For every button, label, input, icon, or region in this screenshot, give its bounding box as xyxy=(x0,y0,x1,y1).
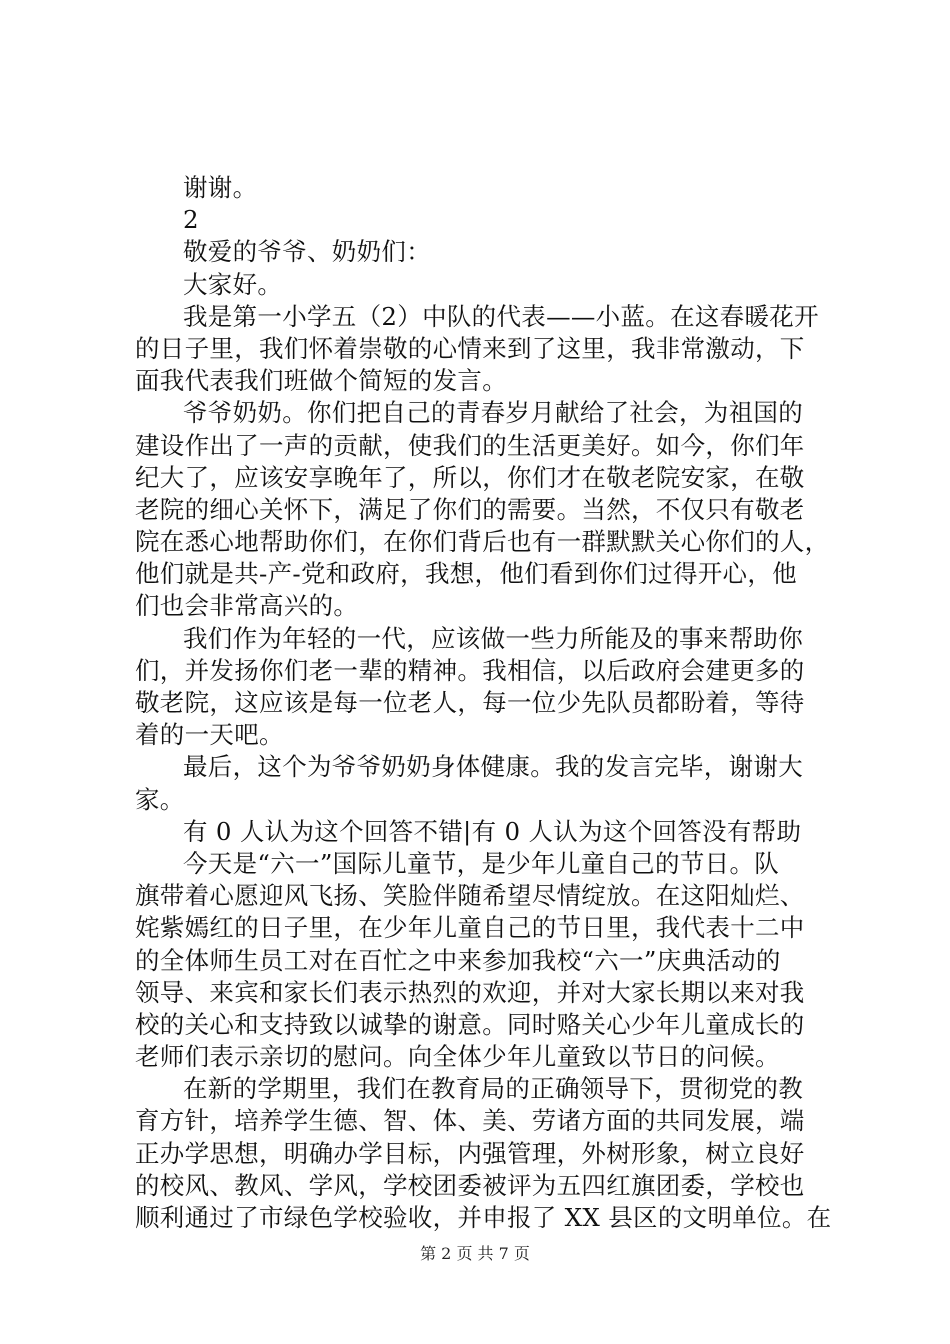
text-line: 我们作为年轻的一代，应该做一些力所能及的事来帮助你 xyxy=(183,623,803,653)
text-line: 老院的细心关怀下，满足了你们的需要。当然，不仅只有敬老 xyxy=(135,494,805,524)
text-line: 建设作出了一声的贡献，使我们的生活更美好。如今，你们年 xyxy=(135,430,805,460)
document-body xyxy=(135,172,835,1234)
text-line: 大家好。 xyxy=(183,269,283,299)
text-line: 们也会非常高兴的。 xyxy=(135,591,359,621)
text-line: 最后，这个为爷爷奶奶身体健康。我的发言完毕，谢谢大 xyxy=(183,752,803,782)
text-line: 敬老院，这应该是每一位老人，每一位少先队员都盼着，等待 xyxy=(135,688,805,717)
text-line: 正办学思想，明确办学目标，内强管理，外树形象，树立良好 xyxy=(135,1138,805,1168)
text-line: 姹紫嫣红的日子里，在少年儿童自己的节日里，我代表十二中 xyxy=(135,913,805,943)
text-line: 敬爱的爷爷、奶奶们： xyxy=(183,237,431,267)
text-line: 的全体师生员工对在百忙之中来参加我校“六一”庆典活动的 xyxy=(135,945,781,975)
text-line: 育方针，培养学生德、智、体、美、劳诸方面的共同发展，端 xyxy=(135,1106,805,1136)
text-line: 顺利通过了市绿色学校验收，并申报了 XX 县区的文明单位。在 xyxy=(135,1203,832,1232)
text-line: 我是第一小学五（2）中队的代表——小蓝。在这春暖花开 xyxy=(183,301,819,331)
text-line: 今天是“六一”国际儿童节，是少年儿童自己的节日。队 xyxy=(183,848,780,878)
text-line: 老师们表示亲切的慰问。向全体少年儿童致以节日的问候。 xyxy=(135,1042,780,1072)
text-line: 在新的学期里，我们在教育局的正确领导下，贯彻党的教 xyxy=(183,1074,803,1104)
page-footer: 第 2 页 共 7 页 xyxy=(420,1244,530,1263)
text-line: 校的关心和支持致以诚挚的谢意。同时赂关心少年儿童成长的 xyxy=(135,1009,805,1039)
text-line: 家。 xyxy=(135,784,185,814)
text-line: 院在悉心地帮助你们，在你们背后也有一群默默关心你们的人， xyxy=(135,527,830,557)
text-line: 们，并发扬你们老一辈的精神。我相信，以后政府会建更多的 xyxy=(135,655,805,685)
text-line: 面我代表我们班做个简短的发言。 xyxy=(135,366,507,396)
text-line: 纪大了，应该安享晚年了，所以，你们才在敬老院安家，在敬 xyxy=(135,462,805,492)
text-line: 旗带着心愿迎风飞扬、笑脸伴随希望尽情绽放。在这阳灿烂、 xyxy=(135,881,805,911)
text-line: 他们就是共-产-党和政府，我想，他们看到你们过得开心，他 xyxy=(135,559,797,589)
text-line: 2 xyxy=(183,205,199,235)
text-line: 着的一天吧。 xyxy=(135,720,284,750)
text-line: 的校风、教风、学风，学校团委被评为五四红旗团委，学校也 xyxy=(135,1170,805,1200)
text-line: 领导、来宾和家长们表示热烈的欢迎，并对大家长期以来对我 xyxy=(135,977,805,1007)
text-line: 的日子里，我们怀着崇敬的心情来到了这里，我非常激动，下 xyxy=(135,333,805,363)
text-line: 爷爷奶奶。你们把自己的青春岁月献给了社会，为祖国的 xyxy=(183,398,803,428)
text-line: 有 0 人认为这个回答不错|有 0 人认为这个回答没有帮助 xyxy=(183,816,802,846)
text-line: 谢谢。 xyxy=(183,173,258,202)
